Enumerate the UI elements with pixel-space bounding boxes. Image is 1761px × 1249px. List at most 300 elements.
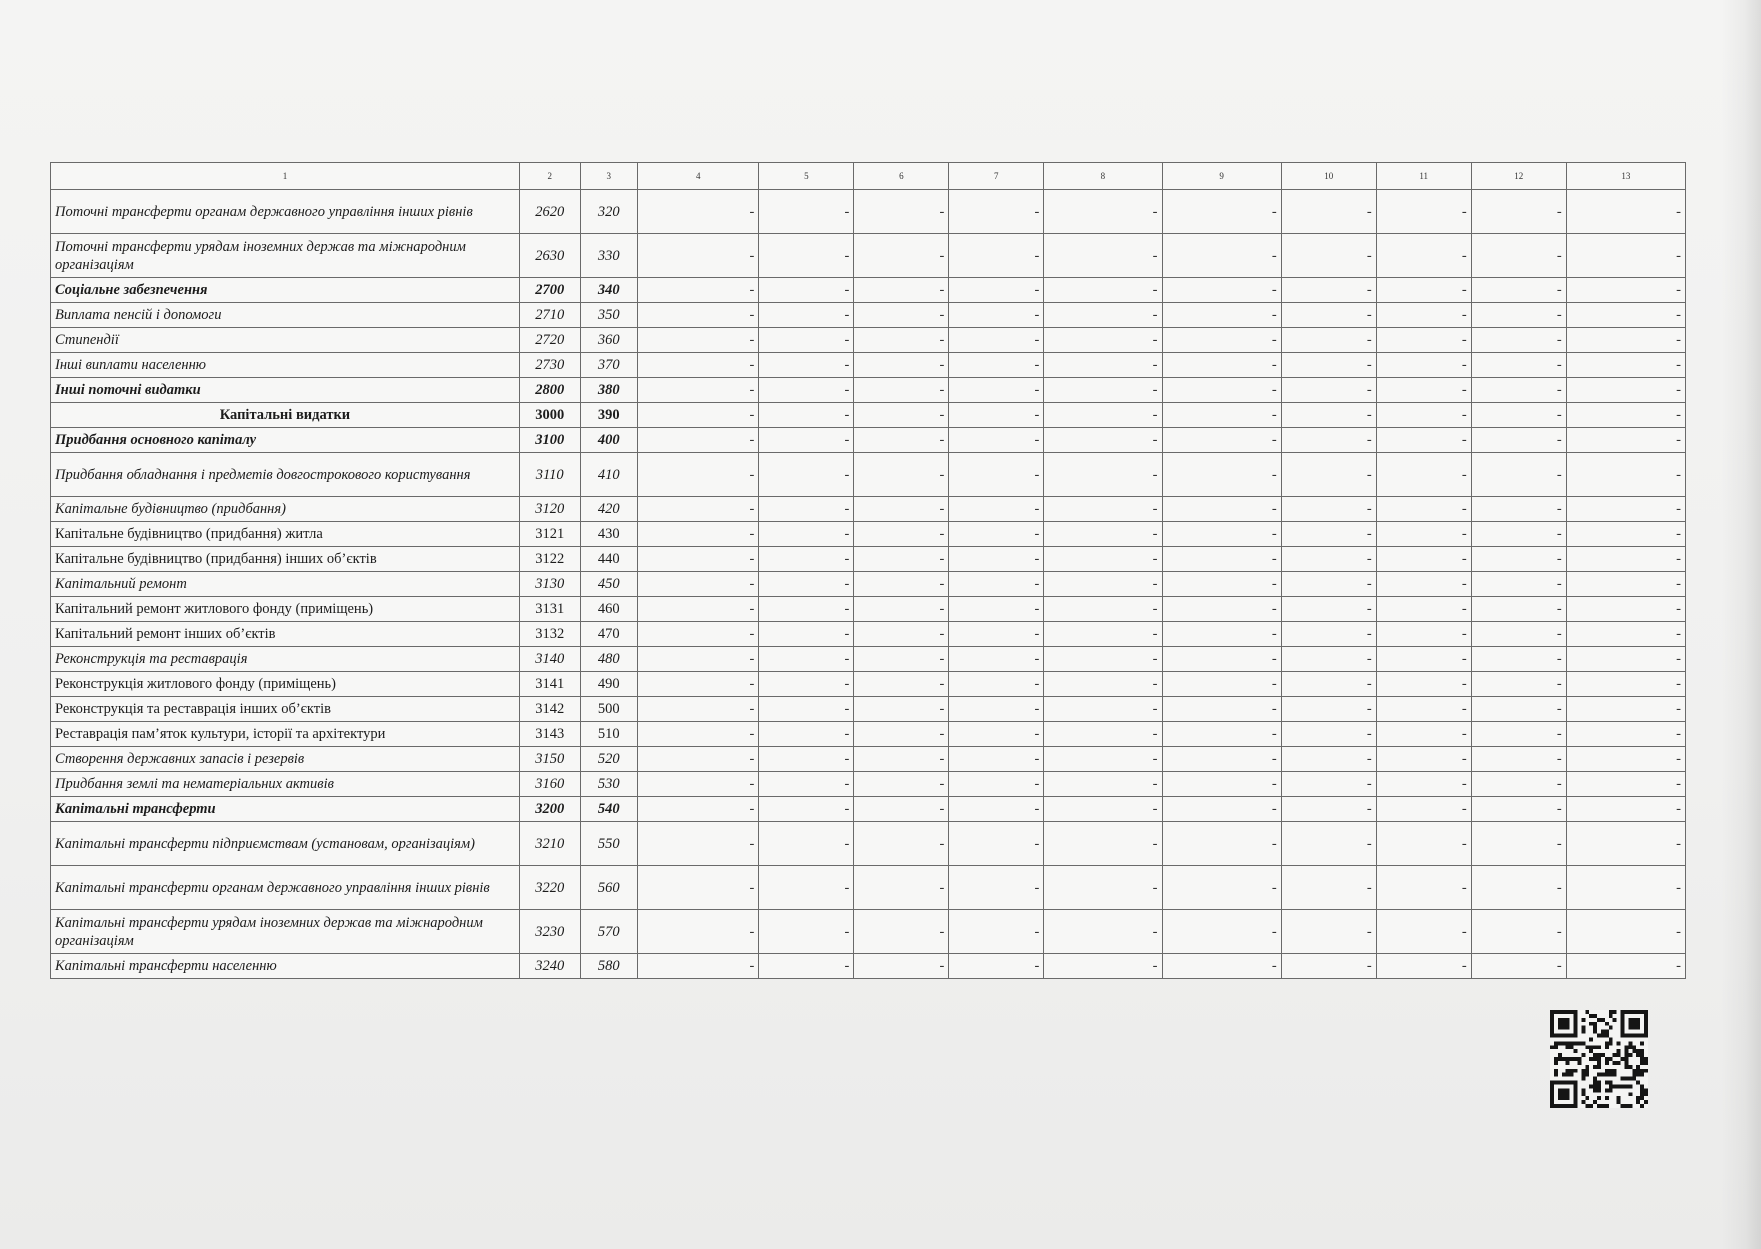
table-row [51,234,1686,278]
value-cell: - [1376,747,1471,772]
table-row [51,497,1686,522]
value-cell: - [759,697,854,722]
value-cell: - [1471,772,1566,797]
value-cell: - [759,772,854,797]
value-cell: - [1471,866,1566,910]
value-cell: - [949,672,1044,697]
value-cell: - [1471,522,1566,547]
column-number-row [51,163,1686,190]
value-cell: - [1566,572,1685,597]
value-cell: - [1162,234,1281,278]
economic-code: 3230 [519,910,580,954]
line-code: 330 [580,234,638,278]
value-cell: - [1162,497,1281,522]
table-row [51,822,1686,866]
value-cell: - [1471,572,1566,597]
column-number: 13 [1566,163,1685,190]
value-cell: - [1376,866,1471,910]
value-cell: - [1044,303,1162,328]
value-cell: - [949,910,1044,954]
value-cell: - [1162,772,1281,797]
line-code: 470 [580,622,638,647]
value-cell: - [949,328,1044,353]
table-row [51,522,1686,547]
value-cell: - [949,278,1044,303]
value-cell: - [1566,522,1685,547]
value-cell: - [638,597,759,622]
line-code: 500 [580,697,638,722]
value-cell: - [854,353,949,378]
table-row [51,428,1686,453]
value-cell: - [1376,597,1471,622]
value-cell: - [1281,747,1376,772]
value-cell: - [1471,597,1566,622]
value-cell: - [638,522,759,547]
value-cell: - [1044,747,1162,772]
table-row [51,403,1686,428]
line-code: 430 [580,522,638,547]
table-row [51,622,1686,647]
value-cell: - [1471,353,1566,378]
value-cell: - [1162,866,1281,910]
row-label: Реконструкція житлового фонду (приміщень) [51,672,520,697]
line-code: 510 [580,722,638,747]
value-cell: - [949,190,1044,234]
value-cell: - [1471,797,1566,822]
economic-code: 3142 [519,697,580,722]
row-label: Капітальні трансферти підприємствам (установам, організаціям) [51,822,520,866]
value-cell: - [854,497,949,522]
value-cell: - [759,453,854,497]
value-cell: - [1281,234,1376,278]
value-cell: - [949,747,1044,772]
value-cell: - [638,378,759,403]
value-cell: - [1566,797,1685,822]
value-cell: - [1162,303,1281,328]
value-cell: - [949,697,1044,722]
economic-code: 3210 [519,822,580,866]
value-cell: - [1376,428,1471,453]
row-label: Капітальне будівництво (придбання) інших об’єктів [51,547,520,572]
column-number: 2 [519,163,580,190]
column-number: 12 [1471,163,1566,190]
economic-code: 2620 [519,190,580,234]
value-cell: - [1376,822,1471,866]
economic-code: 2700 [519,278,580,303]
value-cell: - [1162,403,1281,428]
value-cell: - [1376,497,1471,522]
table-row [51,647,1686,672]
value-cell: - [1044,672,1162,697]
value-cell: - [1044,522,1162,547]
value-cell: - [1281,378,1376,403]
economic-code: 3141 [519,672,580,697]
value-cell: - [759,497,854,522]
value-cell: - [854,697,949,722]
value-cell: - [1471,822,1566,866]
value-cell: - [1044,234,1162,278]
line-code: 550 [580,822,638,866]
economic-code: 3121 [519,522,580,547]
table-row [51,697,1686,722]
value-cell: - [1162,572,1281,597]
value-cell: - [759,597,854,622]
value-cell: - [1162,672,1281,697]
value-cell: - [1044,910,1162,954]
value-cell: - [1566,910,1685,954]
line-code: 420 [580,497,638,522]
value-cell: - [638,572,759,597]
value-cell: - [854,772,949,797]
value-cell: - [638,647,759,672]
value-cell: - [1376,697,1471,722]
line-code: 400 [580,428,638,453]
economic-code: 3160 [519,772,580,797]
value-cell: - [1376,722,1471,747]
value-cell: - [1162,453,1281,497]
value-cell: - [1566,597,1685,622]
value-cell: - [1044,378,1162,403]
line-code: 530 [580,772,638,797]
value-cell: - [1044,772,1162,797]
column-number: 11 [1376,163,1471,190]
row-label: Капітальний ремонт [51,572,520,597]
value-cell: - [759,353,854,378]
value-cell: - [1376,234,1471,278]
value-cell: - [854,328,949,353]
value-cell: - [759,954,854,979]
value-cell: - [949,772,1044,797]
value-cell: - [1376,954,1471,979]
row-label: Придбання обладнання і предметів довгострокового користування [51,453,520,497]
value-cell: - [1162,378,1281,403]
value-cell: - [638,303,759,328]
table-row [51,866,1686,910]
value-cell: - [1281,278,1376,303]
table-row [51,278,1686,303]
row-label: Поточні трансферти урядам іноземних держав та міжнародним організаціям [51,234,520,278]
value-cell: - [1162,822,1281,866]
value-cell: - [1376,547,1471,572]
value-cell: - [949,866,1044,910]
value-cell: - [949,353,1044,378]
value-cell: - [1281,428,1376,453]
row-label: Реставрація пам’яток культури, історії та архітектури [51,722,520,747]
value-cell: - [638,672,759,697]
value-cell: - [1281,622,1376,647]
value-cell: - [759,428,854,453]
value-cell: - [638,403,759,428]
value-cell: - [1281,547,1376,572]
economic-code: 3150 [519,747,580,772]
value-cell: - [1281,597,1376,622]
row-label: Придбання землі та нематеріальних активів [51,772,520,797]
line-code: 520 [580,747,638,772]
line-code: 460 [580,597,638,622]
value-cell: - [1044,647,1162,672]
value-cell: - [638,747,759,772]
value-cell: - [1162,597,1281,622]
value-cell: - [854,622,949,647]
value-cell: - [1471,722,1566,747]
line-code: 490 [580,672,638,697]
value-cell: - [1376,353,1471,378]
value-cell: - [638,822,759,866]
value-cell: - [638,547,759,572]
value-cell: - [854,597,949,622]
value-cell: - [1281,647,1376,672]
value-cell: - [1471,497,1566,522]
value-cell: - [1162,747,1281,772]
value-cell: - [638,497,759,522]
value-cell: - [949,378,1044,403]
value-cell: - [1471,190,1566,234]
value-cell: - [1376,647,1471,672]
table-row [51,378,1686,403]
value-cell: - [949,797,1044,822]
value-cell: - [854,822,949,866]
value-cell: - [1376,190,1471,234]
value-cell: - [1376,797,1471,822]
value-cell: - [1044,722,1162,747]
value-cell: - [638,722,759,747]
value-cell: - [949,622,1044,647]
value-cell: - [854,428,949,453]
value-cell: - [949,547,1044,572]
economic-code: 3131 [519,597,580,622]
value-cell: - [854,747,949,772]
value-cell: - [1471,697,1566,722]
table-row [51,328,1686,353]
value-cell: - [1566,747,1685,772]
value-cell: - [1376,303,1471,328]
value-cell: - [1376,772,1471,797]
value-cell: - [1566,772,1685,797]
value-cell: - [1376,622,1471,647]
value-cell: - [759,722,854,747]
value-cell: - [1162,428,1281,453]
row-label: Інші виплати населенню [51,353,520,378]
value-cell: - [1044,572,1162,597]
value-cell: - [1044,547,1162,572]
row-label: Стипендії [51,328,520,353]
value-cell: - [638,622,759,647]
line-code: 480 [580,647,638,672]
page-edge-shadow [1721,0,1761,1249]
line-code: 540 [580,797,638,822]
value-cell: - [1471,328,1566,353]
value-cell: - [1376,328,1471,353]
value-cell: - [1162,328,1281,353]
value-cell: - [1566,866,1685,910]
value-cell: - [1376,572,1471,597]
value-cell: - [949,428,1044,453]
value-cell: - [1471,647,1566,672]
economic-code: 2730 [519,353,580,378]
value-cell: - [638,453,759,497]
value-cell: - [638,428,759,453]
value-cell: - [1471,622,1566,647]
value-cell: - [638,328,759,353]
value-cell: - [638,910,759,954]
table-row [51,910,1686,954]
value-cell: - [1566,190,1685,234]
value-cell: - [1566,278,1685,303]
row-label: Реконструкція та реставрація [51,647,520,672]
value-cell: - [759,378,854,403]
economic-code: 3143 [519,722,580,747]
line-code: 560 [580,866,638,910]
value-cell: - [759,403,854,428]
line-code: 340 [580,278,638,303]
economic-code: 3122 [519,547,580,572]
value-cell: - [854,572,949,597]
value-cell: - [854,910,949,954]
value-cell: - [1281,697,1376,722]
value-cell: - [1376,403,1471,428]
economic-code: 2800 [519,378,580,403]
value-cell: - [1566,303,1685,328]
value-cell: - [1566,353,1685,378]
row-label: Придбання основного капіталу [51,428,520,453]
value-cell: - [1162,522,1281,547]
value-cell: - [759,647,854,672]
table-row [51,547,1686,572]
value-cell: - [1376,672,1471,697]
economic-code: 3120 [519,497,580,522]
value-cell: - [949,453,1044,497]
value-cell: - [1281,328,1376,353]
value-cell: - [1162,722,1281,747]
value-cell: - [1281,954,1376,979]
value-cell: - [759,278,854,303]
table-row [51,797,1686,822]
value-cell: - [1566,428,1685,453]
line-code: 570 [580,910,638,954]
economic-code: 3200 [519,797,580,822]
economic-code: 3132 [519,622,580,647]
economic-code: 3130 [519,572,580,597]
value-cell: - [759,672,854,697]
value-cell: - [1281,797,1376,822]
column-number: 3 [580,163,638,190]
column-number: 4 [638,163,759,190]
value-cell: - [1044,190,1162,234]
value-cell: - [1281,190,1376,234]
value-cell: - [1162,190,1281,234]
line-code: 360 [580,328,638,353]
value-cell: - [1162,278,1281,303]
value-cell: - [854,522,949,547]
table-row [51,190,1686,234]
line-code: 440 [580,547,638,572]
value-cell: - [854,378,949,403]
value-cell: - [1566,497,1685,522]
value-cell: - [1566,697,1685,722]
value-cell: - [638,353,759,378]
value-cell: - [949,647,1044,672]
table-row [51,722,1686,747]
row-label: Поточні трансферти органам державного управління інших рівнів [51,190,520,234]
value-cell: - [1162,797,1281,822]
value-cell: - [1471,428,1566,453]
value-cell: - [759,190,854,234]
value-cell: - [1566,647,1685,672]
value-cell: - [1566,453,1685,497]
value-cell: - [759,797,854,822]
column-number: 9 [1162,163,1281,190]
value-cell: - [1281,822,1376,866]
value-cell: - [1162,697,1281,722]
line-code: 350 [580,303,638,328]
row-label: Капітальні трансферти урядам іноземних держав та міжнародним організаціям [51,910,520,954]
line-code: 380 [580,378,638,403]
value-cell: - [854,453,949,497]
line-code: 580 [580,954,638,979]
value-cell: - [854,234,949,278]
value-cell: - [1471,378,1566,403]
value-cell: - [1044,453,1162,497]
value-cell: - [638,797,759,822]
row-label: Капітальний ремонт житлового фонду (приміщень) [51,597,520,622]
row-label: Капітальні трансферти [51,797,520,822]
value-cell: - [759,328,854,353]
budget-table [50,162,1686,979]
table-row [51,353,1686,378]
table-body [51,190,1686,979]
value-cell: - [1162,353,1281,378]
line-code: 320 [580,190,638,234]
value-cell: - [949,403,1044,428]
value-cell: - [1281,497,1376,522]
row-label: Капітальний ремонт інших об’єктів [51,622,520,647]
row-label: Виплата пенсій і допомоги [51,303,520,328]
value-cell: - [1566,722,1685,747]
value-cell: - [1471,747,1566,772]
value-cell: - [759,572,854,597]
value-cell: - [1044,403,1162,428]
value-cell: - [759,522,854,547]
value-cell: - [759,622,854,647]
value-cell: - [1162,622,1281,647]
line-code: 390 [580,403,638,428]
value-cell: - [1044,353,1162,378]
value-cell: - [1471,453,1566,497]
value-cell: - [638,697,759,722]
value-cell: - [1566,547,1685,572]
value-cell: - [759,747,854,772]
value-cell: - [1471,547,1566,572]
row-label: Створення державних запасів і резервів [51,747,520,772]
value-cell: - [854,866,949,910]
value-cell: - [1471,672,1566,697]
line-code: 410 [580,453,638,497]
value-cell: - [759,547,854,572]
row-label: Капітальні трансферти органам державного управління інших рівнів [51,866,520,910]
value-cell: - [1281,572,1376,597]
economic-code: 3110 [519,453,580,497]
value-cell: - [1471,403,1566,428]
line-code: 450 [580,572,638,597]
value-cell: - [949,822,1044,866]
value-cell: - [638,772,759,797]
value-cell: - [1281,722,1376,747]
value-cell: - [1281,866,1376,910]
row-label: Капітальні трансферти населенню [51,954,520,979]
line-code: 370 [580,353,638,378]
value-cell: - [1281,353,1376,378]
value-cell: - [854,672,949,697]
